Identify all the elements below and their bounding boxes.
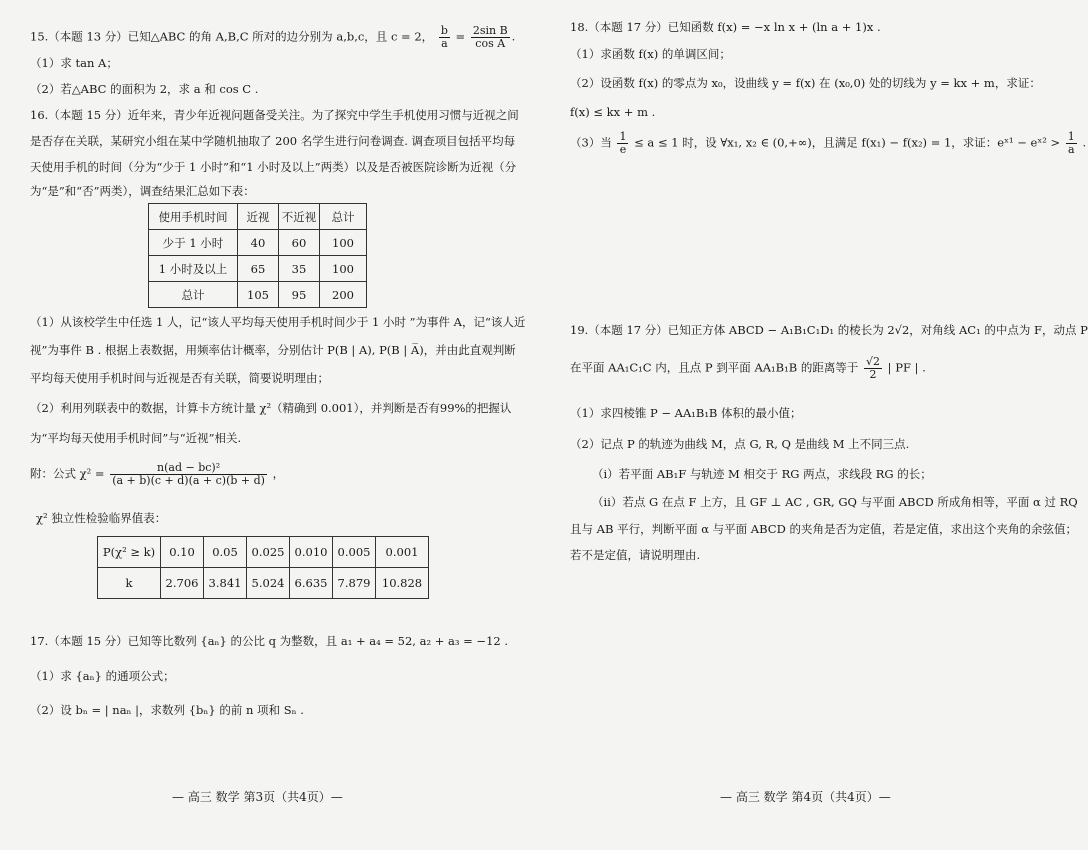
q19-part1: （1）求四棱锥 P − AA₁B₁B 体积的最小值；: [570, 406, 802, 420]
q16-line4: 为“是”和“否”两类），调查结果汇总如下表：: [30, 184, 255, 198]
q18-fraction-1-over-e: $\frac{1}{e}$: [619, 130, 627, 156]
q19-line1: 19.（本题 17 分）已知正方体 ABCD − A₁B₁C₁D₁ 的棱长为 2√2，对角线 AC₁ 的中点为 F，动点 P: [570, 323, 1088, 337]
table-header-row: 使用手机时间 近视 不近视 总计: [149, 204, 367, 230]
table-row: 总计 105 95 200: [149, 282, 367, 308]
q16-line1: 16.（本题 15 分）近年来，青少年近视问题备受关注。为了探究中学生手机使用习惯与近视之间: [30, 108, 519, 122]
q17-heading: 17.（本题 15 分）已知等比数列 {aₙ} 的公比 q 为整数，且 a₁ + a₄ = 52, a₂ + a₃ = −12 .: [30, 634, 509, 648]
q15-part2: （2）若△ABC 的面积为 2，求 a 和 cos C .: [30, 82, 259, 96]
q17-part2: （2）设 bₙ = | naₙ |，求数列 {bₙ} 的前 n 项和 Sₙ .: [30, 703, 304, 717]
critical-table-label: χ² 独立性检验临界值表：: [36, 511, 167, 525]
table-row: 1 小时及以上 65 35 100: [149, 256, 367, 282]
q16-part1-line1: （1）从该校学生中任选 1 人，记“该人平均每天使用手机时间少于 1 小时 ”为事件 A，记“该人近: [30, 315, 526, 329]
q16-part2-line1: （2）利用列联表中的数据，计算卡方统计量 χ²（精确到 0.001），并判断是否有99%的把握认: [30, 401, 512, 415]
chi-square-formula: 附：公式 χ² = $\frac{\text{n(ad − bc)²}}{(a + b)(c + d)(a + c)(b + d)}$ ，: [30, 461, 285, 487]
q17-part1: （1）求 {aₙ} 的通项公式；: [30, 669, 175, 683]
q15-fraction-rhs: $\frac{\text{2sin B}}{\text{cos A}}$: [472, 24, 508, 50]
q16-line2: 是否存在关联，某研究小组在某中学随机抽取了 200 名学生进行问卷调查. 调查项目包括平均每: [30, 134, 516, 148]
chi-square-fraction: $\frac{\text{n(ad − bc)²}}{(a + b)(c + d)(a + c)(b + d)}$: [112, 461, 265, 487]
q19-part2-ii-line2: 且与 AB 平行，判断平面 α 与平面 ABCD 的夹角是否为定值，若是定值，求出这个夹角的余弦值；: [570, 522, 1077, 536]
q15-part1: （1）求 tan A；: [30, 56, 118, 70]
q19-part2-i: （ⅰ）若平面 AB₁F 与轨迹 M 相交于 RG 两点，求线段 RG 的长；: [592, 467, 932, 481]
q16-part2-line2: 为“平均每天使用手机时间”与“近视”相关.: [30, 431, 242, 445]
critical-value-table: [97, 536, 429, 599]
table-row: 少于 1 小时 40 60 100: [149, 230, 367, 256]
q19-line2: 在平面 AA₁C₁C 内，且点 P 到平面 AA₁B₁B 的距离等于 $\frac{√2}{2}$ | PF | .: [570, 355, 926, 381]
q19-part2-ii-line1: （ⅱ）若点 G 在点 F 上方，且 GF ⊥ AC , GR, GQ 与平面 ABCD 所成角相等，平面 α 过 RQ: [592, 495, 1078, 509]
q16-part1-line2: 视”为事件 B . 根据上表数据，用频率估计概率，分别估计 P(B | A), P(B | A̅)，并由此直观判断: [30, 343, 516, 357]
q18-fraction-1-over-a: $\frac{1}{a}$: [1067, 130, 1075, 156]
q16-part1-line3: 平均每天使用手机时间与近视是否有关联，简要说明理由；: [30, 371, 329, 385]
survey-table: [148, 203, 367, 308]
table-row: P(χ² ≥ k) 0.10 0.05 0.025 0.010 0.005 0.001: [98, 537, 429, 568]
q19-part2: （2）记点 P 的轨迹为曲线 M，点 G, R, Q 是曲线 M 上不同三点.: [570, 437, 910, 451]
table-row: k 2.706 3.841 5.024 6.635 7.879 10.828: [98, 568, 429, 599]
q18-part2-line2: f(x) ≤ kx + m .: [570, 105, 656, 119]
exam-page-3: [0, 0, 540, 850]
q18-heading: 18.（本题 17 分）已知函数 f(x) = −x ln x + (ln a + 1)x .: [570, 20, 881, 34]
q15-fraction-b-over-a: $\frac{b}{a}$: [440, 24, 448, 50]
page-footer-4: — 高三 数学 第4页（共4页）—: [720, 790, 891, 804]
q16-line3: 天使用手机的时间（分为“少于 1 小时”和“1 小时及以上”两类）以及是否被医院诊断为近视（分: [30, 160, 517, 174]
q19-fraction-sqrt2-over-2: $\frac{√2}{2}$: [866, 355, 881, 381]
q18-part1: （1）求函数 f(x) 的单调区间；: [570, 47, 731, 61]
q15-heading: 15.（本题 13 分）已知△ABC 的角 A,B,C 所对的边分别为 a,b,c，且 c = 2， $\frac{b}{a}$ = $\frac{\text{2sin B}}{\text{cos A}}$ .: [30, 24, 516, 50]
q18-part2-line1: （2）设函数 f(x) 的零点为 x₀，设曲线 y = f(x) 在 (x₀,0) 处的切线为 y = kx + m，求证：: [570, 76, 1041, 90]
page-footer-3: — 高三 数学 第3页（共4页）—: [172, 790, 343, 804]
q18-part3: （3）当 $\frac{1}{e}$ ≤ a ≤ 1 时，设 ∀x₁, x₂ ∈ (0,+∞)，且满足 f(x₁) − f(x₂) = 1，求证：eˣ¹ − eˣ² > $\frac{1}{a}$ .: [570, 130, 1087, 156]
exam-page-4: [540, 0, 1088, 850]
q19-part2-ii-line3: 若不是定值，请说明理由.: [570, 548, 701, 562]
